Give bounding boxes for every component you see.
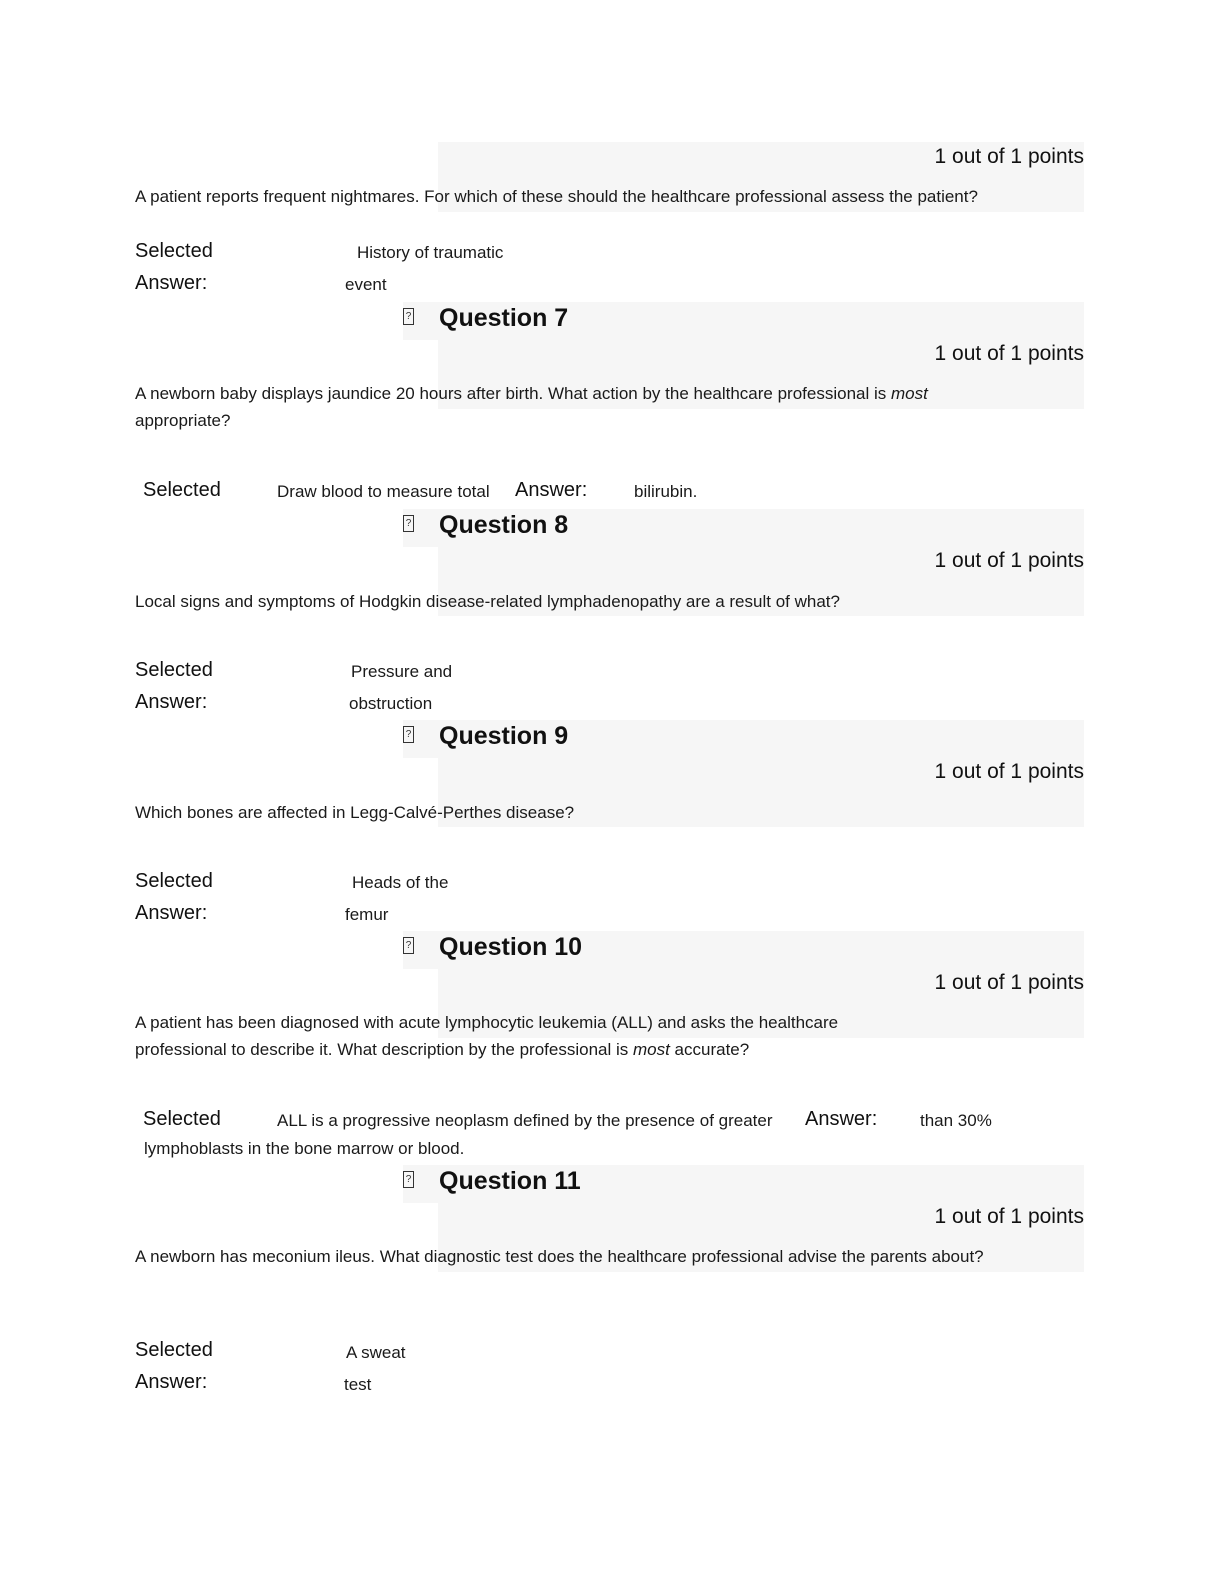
selected-answer-line1: Heads of the (352, 873, 449, 892)
selected-label: Selected (135, 240, 213, 262)
question-header (403, 509, 1084, 547)
selected-label: Selected (135, 659, 213, 681)
selected-answer-line2: bilirubin. (634, 482, 698, 501)
question-header (403, 302, 1084, 340)
selected-label: Selected (135, 870, 213, 892)
points-score: 1 out of 1 points (934, 760, 1084, 783)
points-score: 1 out of 1 points (934, 145, 1084, 168)
selected-answer-line2: event (345, 275, 387, 294)
points-score: 1 out of 1 points (934, 342, 1084, 365)
points-score: 1 out of 1 points (934, 971, 1084, 994)
selected-answer-line1: Draw blood to measure total (277, 482, 490, 501)
selected-answer-line1: Pressure and (351, 662, 453, 681)
answer-label: Answer: (135, 902, 208, 924)
question-title: Question 7 (439, 304, 569, 332)
selected-answer-line1: ALL is a progressive neoplasm defined by the presence of greater (277, 1111, 773, 1130)
question-header (403, 720, 1084, 758)
emphasis: most (632, 1040, 670, 1059)
question-title: Question 10 (439, 933, 583, 961)
selected-answer-line1: A sweat (346, 1343, 406, 1362)
answer-label: Answer: (135, 272, 208, 294)
question-header (403, 931, 1084, 969)
question-text: A newborn has meconium ileus. What diagnostic test does the healthcare professional advise the parents about? (135, 1247, 984, 1266)
question-status-icon: ? (403, 726, 414, 743)
question-text: A patient reports frequent nightmares. For which of these should the healthcare professional assess the patient? (135, 187, 978, 206)
answer-label: Answer: (135, 691, 208, 713)
question-header (403, 1165, 1084, 1203)
question-status-icon: ? (403, 1171, 414, 1188)
question-title: Question 11 (439, 1167, 581, 1195)
question-text: Which bones are affected in Legg-Calvé-Perthes disease? (135, 803, 575, 822)
answer-label: Answer: (515, 479, 588, 501)
question-text: A patient has been diagnosed with acute lymphocytic leukemia (ALL) and asks the healthcare professional to describe it. What description by the professional is most accurate? (135, 1013, 839, 1059)
selected-answer-line2: femur (345, 905, 389, 924)
question-status-icon: ? (403, 515, 414, 532)
question-title: Question 8 (439, 511, 569, 539)
answer-label: Answer: (805, 1108, 878, 1130)
selected-answer-line2: lymphoblasts in the bone marrow or blood. (144, 1139, 465, 1158)
question-title: Question 9 (439, 722, 569, 750)
selected-answer-line1b: than 30% (920, 1111, 992, 1130)
selected-answer-line2: test (344, 1375, 372, 1394)
question-text: Local signs and symptoms of Hodgkin disease-related lymphadenopathy are a result of what? (135, 592, 840, 611)
selected-label: Selected (143, 479, 221, 501)
question-status-icon: ? (403, 308, 414, 325)
points-score: 1 out of 1 points (934, 1205, 1084, 1228)
answer-label: Answer: (135, 1371, 208, 1393)
selected-answer-line1: History of traumatic (357, 243, 504, 262)
emphasis: most (891, 384, 928, 403)
question-status-icon: ? (403, 937, 414, 954)
selected-label: Selected (135, 1339, 213, 1361)
selected-answer-line2: obstruction (349, 694, 433, 713)
selected-label: Selected (143, 1108, 221, 1130)
question-text: A newborn baby displays jaundice 20 hours after birth. What action by the healthcare professional is most appropriate? (135, 384, 928, 430)
points-score: 1 out of 1 points (934, 549, 1084, 572)
